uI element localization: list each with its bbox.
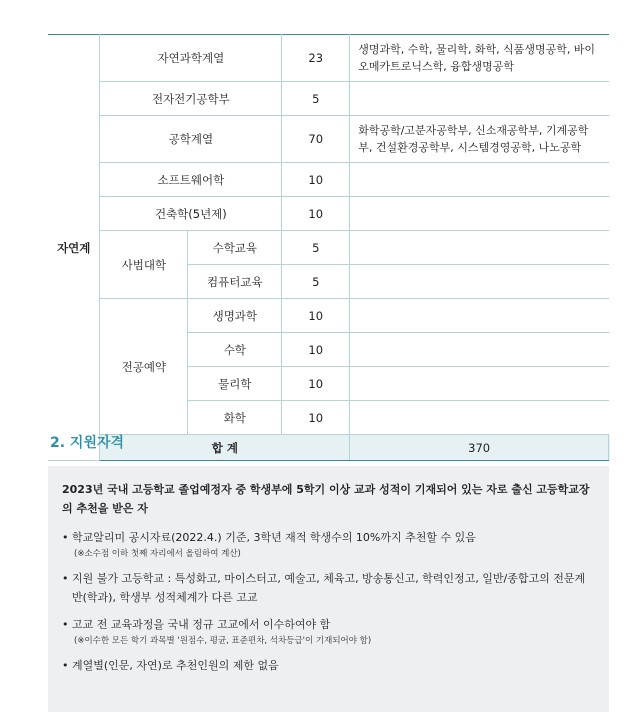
dept-count: 10	[282, 197, 350, 231]
table-row	[48, 197, 609, 231]
dept-count: 5	[282, 82, 350, 116]
qualification-lead: 2023년 국내 고등학교 졸업예정자 중 학생부에 5학기 이상 교과 성적이 기재되어 있는 자로 출신 고등학교장의 추천을 받은 자	[62, 483, 590, 515]
list-item-text: 학교알리미 공시자료(2022.4.) 기준, 3학년 재적 학생수의 10%까지 추천할 수 있음	[72, 531, 476, 544]
dept-count: 10	[282, 333, 350, 367]
college-label-sabeom: 사범대학	[100, 231, 188, 299]
qualification-list	[62, 528, 595, 675]
dept-note	[350, 197, 609, 231]
table-row	[48, 299, 609, 333]
list-item	[62, 528, 595, 561]
bullet-icon: •	[62, 659, 69, 672]
dept-name: 소프트웨어학	[100, 163, 282, 197]
quota-table	[48, 34, 609, 461]
table-row	[48, 116, 609, 163]
dept-count: 23	[282, 35, 350, 82]
dept-name: 자연과학계열	[100, 35, 282, 82]
total-label: 합 계	[100, 435, 350, 461]
dept-note	[350, 231, 609, 265]
dept-name: 전자전기공학부	[100, 82, 282, 116]
dept-name: 화학	[188, 401, 282, 435]
dept-name: 물리학	[188, 367, 282, 401]
dept-count: 10	[282, 367, 350, 401]
dept-count: 70	[282, 116, 350, 163]
table-row	[48, 82, 609, 116]
dept-note	[350, 163, 609, 197]
dept-note	[350, 82, 609, 116]
table-row	[48, 163, 609, 197]
list-item	[62, 656, 595, 675]
list-item-text: 고교 전 교육과정을 국내 정규 고교에서 이수하여야 함	[72, 618, 331, 631]
dept-name: 수학교육	[188, 231, 282, 265]
total-note	[609, 435, 610, 461]
list-item-note: (※소수점 이하 첫째 자리에서 올림하여 계산)	[74, 549, 241, 559]
dept-note: 화학공학/고분자공학부, 신소재공학부, 기계공학부, 건설환경공학부, 시스템경영공학, 나노공학	[350, 116, 609, 163]
college-label-jeongong: 전공예약	[100, 299, 188, 435]
dept-note: 생명과학, 수학, 물리학, 화학, 식품생명공학, 바이오메카트로닉스학, 융합생명공학	[350, 35, 609, 82]
dept-note	[350, 333, 609, 367]
list-item	[62, 569, 595, 607]
list-item	[62, 615, 595, 648]
dept-note	[350, 265, 609, 299]
bullet-icon: •	[62, 618, 69, 631]
dept-name: 수학	[188, 333, 282, 367]
dept-name: 공학계열	[100, 116, 282, 163]
total-row	[48, 435, 609, 461]
list-item-note: (※이수한 모든 학기 과목별 '원점수, 평균, 표준편차, 석차등급'이 기재되어야 함)	[74, 636, 372, 646]
total-count: 370	[350, 435, 609, 461]
bullet-icon: •	[62, 572, 69, 585]
table-row	[48, 231, 609, 265]
section-title: 2. 지원자격	[50, 435, 125, 451]
dept-count: 10	[282, 299, 350, 333]
list-item-text: 지원 불가 고등학교 : 특성화고, 마이스터고, 예술고, 체육고, 방송통신고, 학력인정고, 일반/종합고의 전문계반(학과), 학생부 성적체계가 다른 고교	[72, 572, 586, 604]
dept-count: 5	[282, 231, 350, 265]
dept-note	[350, 401, 609, 435]
dept-name: 건축학(5년제)	[100, 197, 282, 231]
dept-count: 10	[282, 401, 350, 435]
dept-count: 10	[282, 163, 350, 197]
dept-name: 생명과학	[188, 299, 282, 333]
table-row	[48, 35, 609, 82]
dept-name: 컴퓨터교육	[188, 265, 282, 299]
dept-note	[350, 299, 609, 333]
qualification-box	[48, 466, 609, 712]
dept-note	[350, 367, 609, 401]
dept-count: 5	[282, 265, 350, 299]
bullet-icon: •	[62, 531, 69, 544]
group-label-cell: 자연계	[48, 35, 100, 461]
list-item-text: 계열별(인문, 자연)로 추천인원의 제한 없음	[72, 659, 279, 672]
